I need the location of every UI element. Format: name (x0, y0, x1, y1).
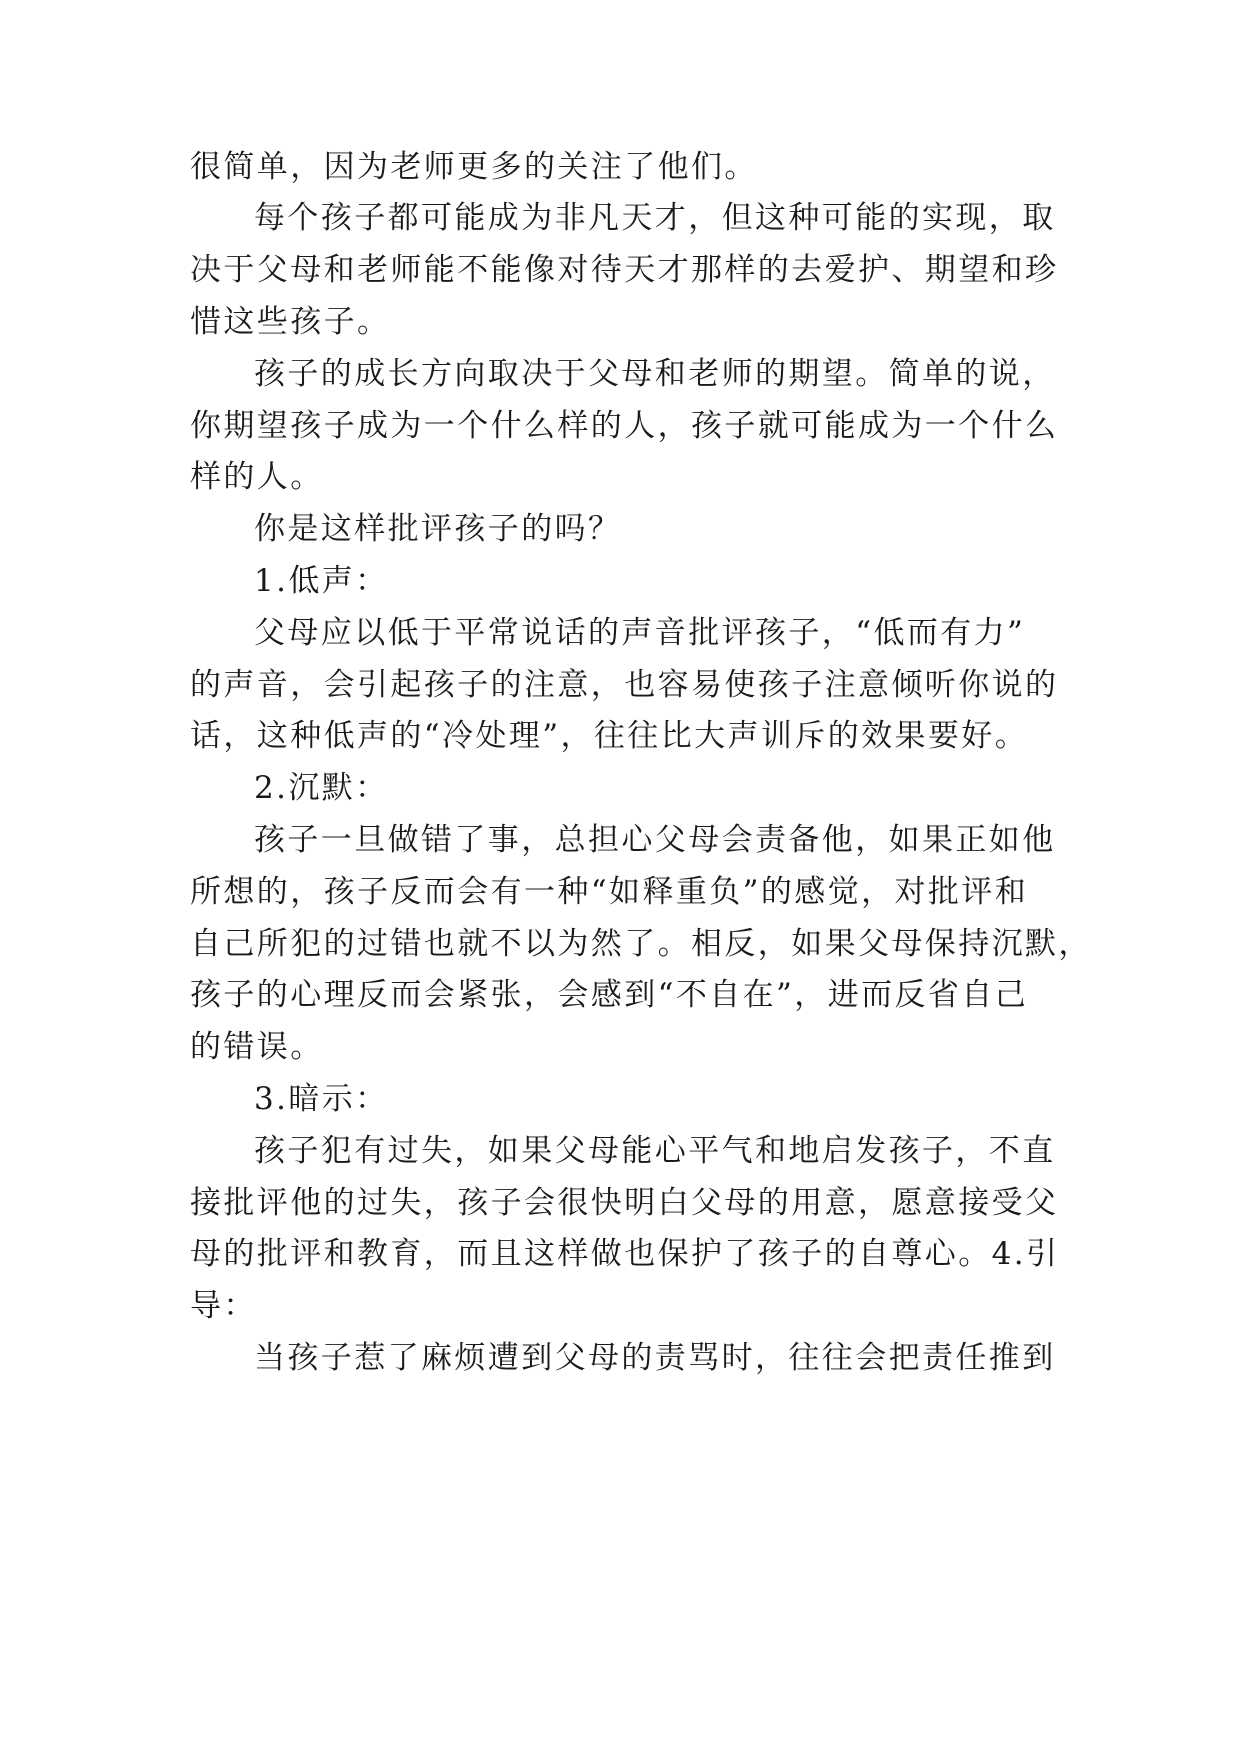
text-line: 父母应以低于平常说话的声音批评孩子，“低而有力” (254, 615, 1026, 651)
text-line: 接批评他的过失，孩子会很快明白父母的用意，愿意接受父 (190, 1185, 1059, 1221)
text-line: 样的人。 (190, 459, 324, 495)
text-line: 的错误。 (190, 1029, 324, 1065)
text-line: 母的批评和教育，而且这样做也保护了孩子的自尊心。4.引 (190, 1236, 1060, 1272)
text-line: 当孩子惹了麻烦遭到父母的责骂时，往往会把责任推到 (254, 1340, 1056, 1376)
text-line: 很简单，因为老师更多的关注了他们。 (190, 149, 758, 185)
text-line: 惜这些孩子。 (190, 304, 391, 340)
text-line: 孩子犯有过失，如果父母能心平气和地启发孩子，不直 (254, 1133, 1056, 1169)
list-heading: 2.沉默： (254, 770, 389, 806)
list-heading: 3.暗示： (254, 1081, 389, 1117)
text-line: 孩子的成长方向取决于父母和老师的期望。简单的说， (254, 356, 1056, 392)
text-line: 话，这种低声的“冷处理”，往往比大声训斥的效果要好。 (190, 718, 1029, 754)
list-heading: 1.低声： (254, 563, 389, 599)
text-line: 所想的，孩子反而会有一种“如释重负”的感觉，对批评和 (190, 874, 1029, 910)
text-line: 每个孩子都可能成为非凡天才，但这种可能的实现，取 (254, 200, 1056, 236)
text-line: 的声音，会引起孩子的注意，也容易使孩子注意倾听你说的 (190, 667, 1059, 703)
text-line: 你期望孩子成为一个什么样的人，孩子就可能成为一个什么 (190, 408, 1059, 444)
text-line: 决于父母和老师能不能像对待天才那样的去爱护、期望和珍 (190, 252, 1059, 288)
text-line: 自己所犯的过错也就不以为然了。相反，如果父母保持沉默， (190, 926, 1092, 962)
text-line: 孩子一旦做错了事，总担心父母会责备他，如果正如他 (254, 822, 1056, 858)
section-heading: 你是这样批评孩子的吗？ (254, 511, 622, 547)
text-line: 孩子的心理反而会紧张，会感到“不自在”，进而反省自己 (190, 977, 1029, 1013)
text-line: 导： (190, 1288, 257, 1324)
